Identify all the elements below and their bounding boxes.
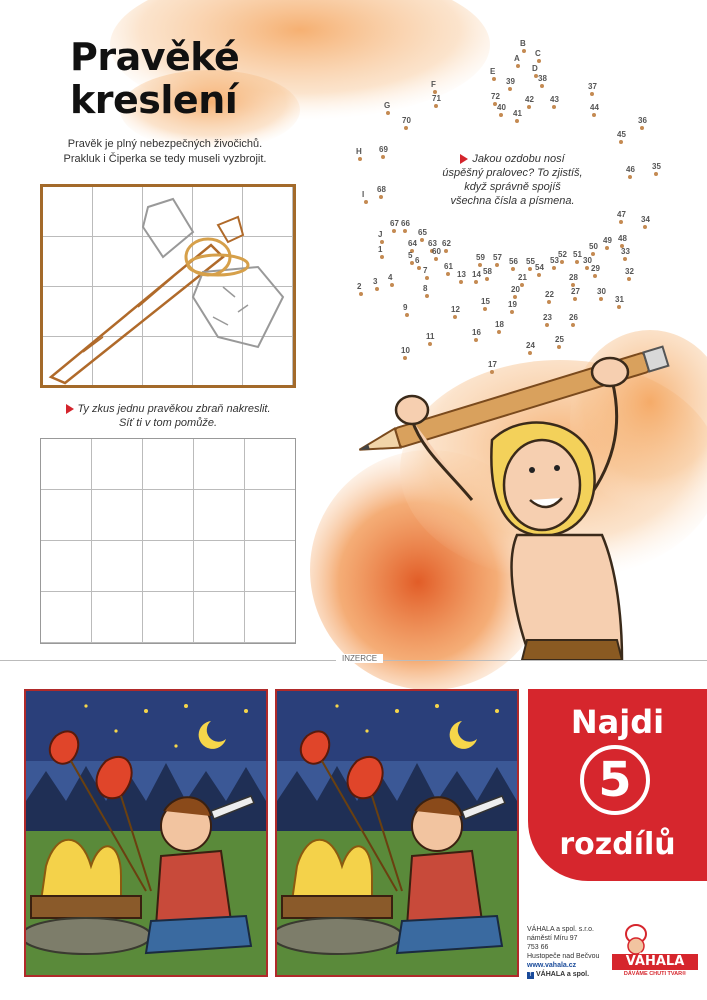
dot-label: 31 [615, 295, 624, 304]
dot-point[interactable] [623, 257, 627, 261]
dot-label: 56 [509, 257, 518, 266]
dot-label: 10 [401, 346, 410, 355]
dot-point[interactable] [619, 140, 623, 144]
dot-point[interactable] [508, 87, 512, 91]
dot-point[interactable] [540, 84, 544, 88]
dot-point[interactable] [425, 294, 429, 298]
dot-label: 9 [403, 303, 408, 312]
dot-point[interactable] [560, 260, 564, 264]
dot-label: 66 [401, 219, 410, 228]
dot-point[interactable] [643, 225, 647, 229]
drawing-grid-empty[interactable] [40, 438, 296, 644]
differences-count-badge: 5 [580, 745, 650, 815]
dot-point[interactable] [499, 113, 503, 117]
dot-point[interactable] [619, 220, 623, 224]
dot-label: 53 [550, 256, 559, 265]
dot-point[interactable] [545, 323, 549, 327]
play-triangle-icon [66, 404, 74, 414]
dot-label: 69 [379, 145, 388, 154]
dot-label: 67 [390, 219, 399, 228]
dot-point[interactable] [511, 267, 515, 271]
dot-point[interactable] [434, 104, 438, 108]
dot-label: B [520, 39, 526, 48]
dot-label: 16 [472, 328, 481, 337]
dot-label: 20 [511, 285, 520, 294]
dot-label: 54 [535, 263, 544, 272]
dot-label: 50 [589, 242, 598, 251]
dot-point[interactable] [459, 280, 463, 284]
dot-label: 4 [388, 273, 393, 282]
dot-point[interactable] [495, 263, 499, 267]
dot-label: 8 [423, 284, 428, 293]
dot-label: 34 [641, 215, 650, 224]
dot-label: 26 [569, 313, 578, 322]
dot-point[interactable] [573, 297, 577, 301]
intro-text: Pravěk je plný nebezpečných živočichů. Prakluk i Čiperka se tedy museli vyzbrojit. [63, 138, 267, 165]
dot-point[interactable] [593, 274, 597, 278]
dot-point[interactable] [410, 261, 414, 265]
dot-point[interactable] [474, 280, 478, 284]
dot-point[interactable] [492, 77, 496, 81]
dot-point[interactable] [510, 310, 514, 314]
dot-point[interactable] [547, 300, 551, 304]
dot-label: 52 [558, 250, 567, 259]
dot-label: 23 [543, 313, 552, 322]
dot-point[interactable] [420, 238, 424, 242]
dot-point[interactable] [392, 229, 396, 233]
facebook-icon: f [527, 972, 534, 979]
dot-point[interactable] [571, 323, 575, 327]
dot-label: 30 [597, 287, 606, 296]
dot-label: 63 [428, 239, 437, 248]
company-info: VÁHALA a spol. s.r.o. náměstí Míru 97 753 66 Hustopeče nad Bečvou www.vahala.cz f VÁHALA a spol. [527, 926, 600, 978]
dot-label: 14 [472, 270, 481, 279]
dot-point[interactable] [417, 266, 421, 270]
stone-axe-drawing [43, 187, 293, 385]
dot-label: 2 [357, 282, 362, 291]
dot-label: 42 [525, 95, 534, 104]
dot-label: 48 [618, 234, 627, 243]
dot-label: 62 [442, 239, 451, 248]
dot-label: 44 [590, 103, 599, 112]
dot-point[interactable] [537, 59, 541, 63]
dot-point[interactable] [404, 126, 408, 130]
dot-point[interactable] [403, 229, 407, 233]
logo-name: VÁHALA [625, 954, 685, 969]
rozdilu-label: rozdílů [559, 827, 676, 862]
dot-label: 17 [488, 360, 497, 369]
dot-point[interactable] [575, 260, 579, 264]
vahala-logo [612, 920, 698, 980]
dot-point[interactable] [386, 111, 390, 115]
dot-label: I [362, 190, 365, 199]
dot-label: E [490, 67, 496, 76]
dot-label: 21 [518, 273, 527, 282]
dot-point[interactable] [375, 287, 379, 291]
dot-point[interactable] [585, 266, 589, 270]
connect-instruction: Jakou ozdobu nosí úspěšný pralovec? To zjistíš, když správně spojíš všechna čísla a písmena. [442, 153, 583, 207]
dot-label: 58 [483, 267, 492, 276]
dot-label: 35 [652, 162, 661, 171]
dot-label: 38 [538, 74, 547, 83]
example-drawing-grid [40, 184, 296, 388]
dot-label: 32 [625, 267, 634, 276]
dot-label: 25 [555, 335, 564, 344]
dot-label: G [384, 101, 391, 110]
scene-right[interactable] [275, 689, 519, 977]
dot-label: 5 [408, 251, 413, 260]
advertisement-label: INZERCE [336, 654, 383, 663]
dot-label: 71 [432, 94, 441, 103]
find-differences-panel [528, 689, 707, 881]
dot-point[interactable] [478, 263, 482, 267]
dot-point[interactable] [485, 277, 489, 281]
logo-slogan: DÁVÁME CHUTI TVAR® [623, 971, 687, 977]
dot-label: 36 [638, 116, 647, 125]
dot-point[interactable] [513, 295, 517, 299]
dot-label: A [514, 54, 520, 63]
page-title: Pravěké kreslení [70, 35, 240, 122]
dot-label: 57 [493, 253, 502, 262]
dot-point[interactable] [552, 266, 556, 270]
dot-label: 19 [508, 300, 517, 309]
dot-label: 37 [588, 82, 597, 91]
dot-label: 49 [603, 236, 612, 245]
play-triangle-icon [460, 154, 468, 164]
dot-point[interactable] [364, 200, 368, 204]
dot-label: 65 [418, 228, 427, 237]
dot-label: F [431, 80, 436, 89]
dot-label: 13 [457, 270, 466, 279]
dot-label: 33 [621, 247, 630, 256]
dot-point[interactable] [446, 272, 450, 276]
dot-label: 55 [526, 257, 535, 266]
dot-label: 6 [415, 256, 420, 265]
dot-label: 41 [513, 109, 522, 118]
dot-point[interactable] [425, 276, 429, 280]
dot-point[interactable] [453, 315, 457, 319]
dot-label: 27 [571, 287, 580, 296]
dot-label: 24 [526, 341, 535, 350]
dot-label: 12 [451, 305, 460, 314]
dot-point[interactable] [617, 305, 621, 309]
najdi-label: Najdi [570, 703, 665, 741]
dot-label: 7 [423, 266, 428, 275]
dot-point[interactable] [590, 92, 594, 96]
dot-point[interactable] [528, 267, 532, 271]
dot-point[interactable] [390, 283, 394, 287]
dot-point[interactable] [483, 307, 487, 311]
dot-label: 11 [426, 332, 435, 341]
dot-point[interactable] [381, 155, 385, 159]
dot-point[interactable] [434, 257, 438, 261]
dot-point[interactable] [358, 157, 362, 161]
dot-label: J [378, 230, 383, 239]
dot-point[interactable] [520, 283, 524, 287]
dot-label: 70 [402, 116, 411, 125]
dot-point[interactable] [592, 113, 596, 117]
dot-label: 46 [626, 165, 635, 174]
dot-label: 40 [497, 103, 506, 112]
dot-point[interactable] [444, 249, 448, 253]
caveman-illustration [352, 340, 682, 660]
dot-label: 59 [476, 253, 485, 262]
dot-point[interactable] [380, 255, 384, 259]
dot-point[interactable] [497, 330, 501, 334]
scene-left[interactable] [24, 689, 268, 977]
dot-label: 60 [432, 247, 441, 256]
dot-label: 47 [617, 210, 626, 219]
dot-point[interactable] [537, 273, 541, 277]
dot-point[interactable] [516, 64, 520, 68]
dot-label: 68 [377, 185, 386, 194]
dot-point[interactable] [605, 246, 609, 250]
dot-label: 51 [573, 250, 582, 259]
dot-point[interactable] [654, 172, 658, 176]
dot-point[interactable] [405, 313, 409, 317]
dot-point[interactable] [379, 195, 383, 199]
dot-label: 45 [617, 130, 626, 139]
campfire-scene-illustration [277, 691, 517, 975]
dot-label: 30 [583, 256, 592, 265]
dot-point[interactable] [515, 119, 519, 123]
dot-point[interactable] [552, 105, 556, 109]
dot-point[interactable] [628, 175, 632, 179]
dot-point[interactable] [359, 292, 363, 296]
dot-label: 15 [481, 297, 490, 306]
dot-point[interactable] [527, 105, 531, 109]
dot-point[interactable] [522, 49, 526, 53]
dot-label: 61 [444, 262, 453, 271]
dot-label: 39 [506, 77, 515, 86]
dot-label: 22 [545, 290, 554, 299]
campfire-scene-illustration [26, 691, 266, 975]
dot-label: 43 [550, 95, 559, 104]
dot-point[interactable] [599, 297, 603, 301]
dot-label: C [535, 49, 541, 58]
dot-point[interactable] [627, 277, 631, 281]
dot-label: 29 [591, 264, 600, 273]
dot-label: 72 [491, 92, 500, 101]
dot-label: D [532, 64, 538, 73]
dot-point[interactable] [380, 240, 384, 244]
draw-instruction: Ty zkus jednu pravěkou zbraň nakreslit. Síť ti v tom pomůže. [40, 402, 296, 430]
dot-label: 64 [408, 239, 417, 248]
dot-label: 18 [495, 320, 504, 329]
dot-point[interactable] [640, 126, 644, 130]
company-website-link[interactable]: www.vahala.cz [527, 962, 577, 969]
dot-label: 1 [378, 245, 383, 254]
dot-label: 28 [569, 273, 578, 282]
dot-label: H [356, 147, 362, 156]
dot-label: 3 [373, 277, 378, 286]
